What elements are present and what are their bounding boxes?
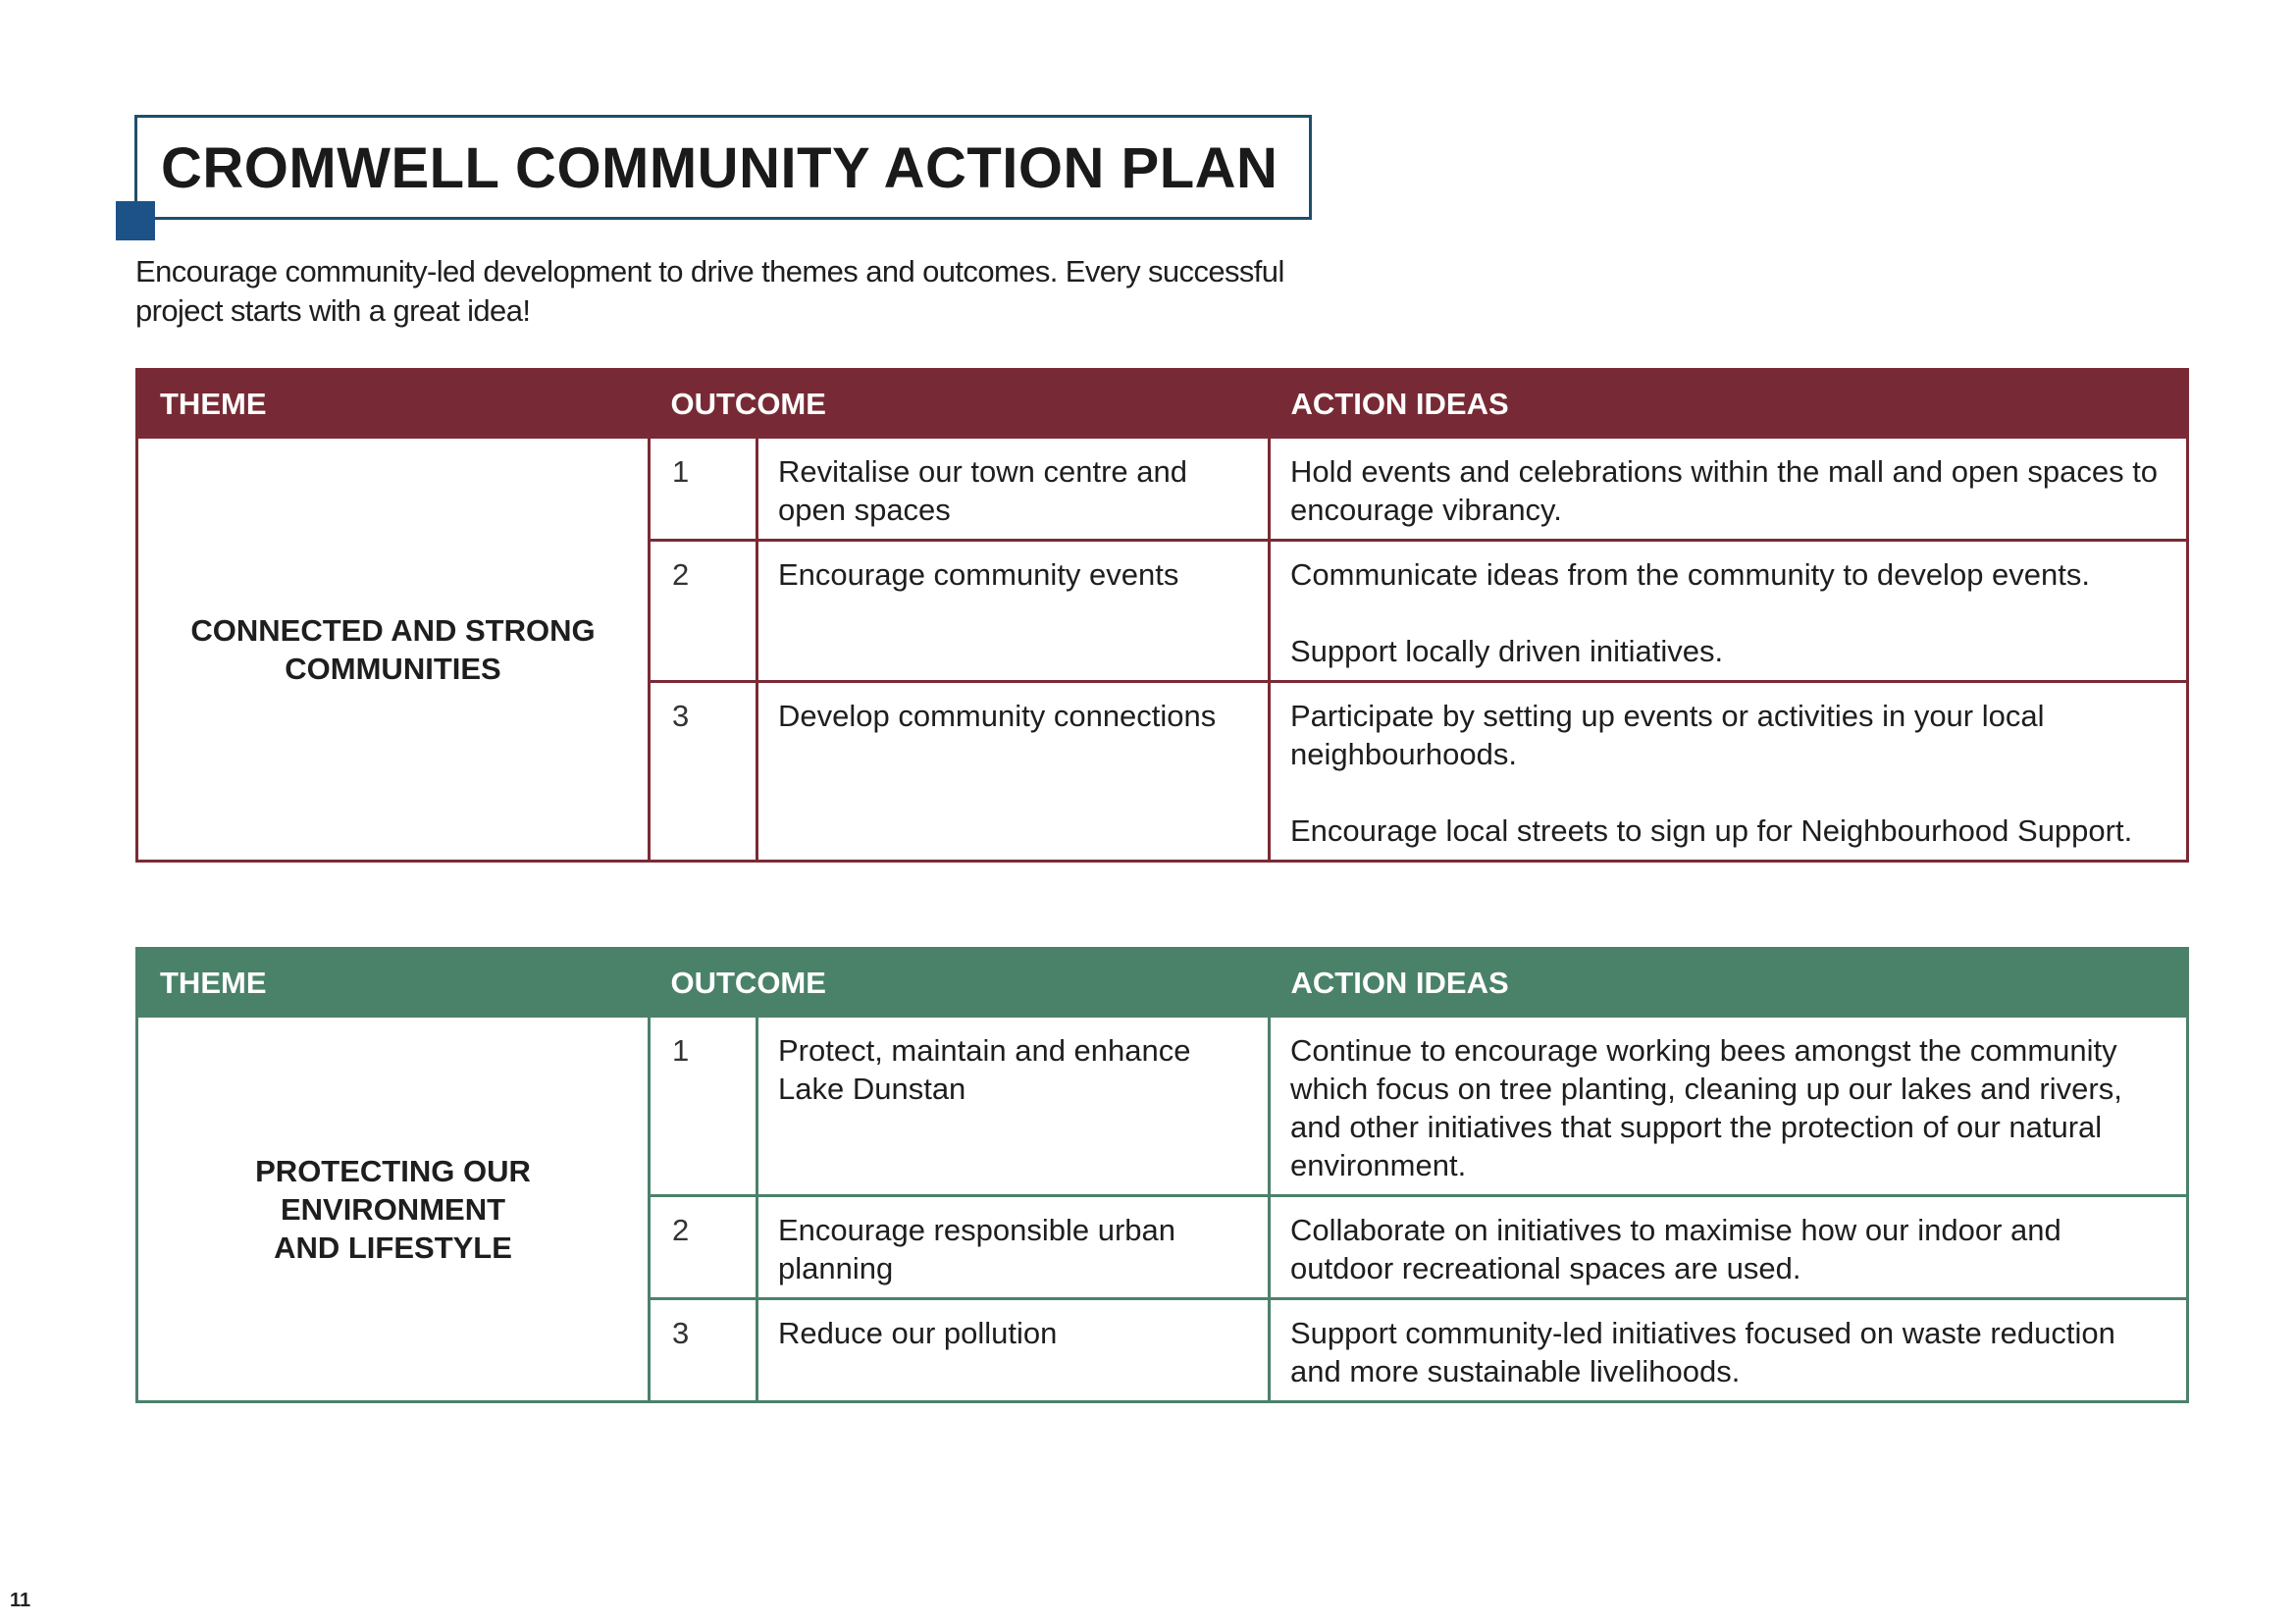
outcome-number: 3 xyxy=(650,1299,757,1402)
action-ideas-cell xyxy=(1270,541,2188,682)
theme-label-line2: AND LIFESTYLE xyxy=(274,1230,512,1265)
action-idea: Continue to encourage working bees amongst the community which focus on tree planting, cleaning up our lakes and rivers, and other initiatives that support the protection of our natural environment. xyxy=(1290,1033,2122,1182)
action-ideas-cell xyxy=(1270,1299,2188,1402)
action-ideas-cell xyxy=(1270,1196,2188,1299)
table-header-row xyxy=(137,949,2188,1017)
outcome-text: Protect, maintain and enhance Lake Dunstan xyxy=(757,1017,1270,1196)
header-action-ideas: ACTION IDEAS xyxy=(1270,370,2188,438)
page-number: 11 xyxy=(10,1590,31,1611)
header-theme: THEME xyxy=(137,949,650,1017)
action-ideas-cell xyxy=(1270,682,2188,862)
theme-cell xyxy=(137,1017,650,1402)
table-row xyxy=(137,1017,2188,1196)
header-outcome: OUTCOME xyxy=(650,949,1270,1017)
action-table-environment-lifestyle xyxy=(135,947,2189,1403)
action-idea: Participate by setting up events or activities in your local neighbourhoods. xyxy=(1290,699,2045,771)
page-title: CROMWELL COMMUNITY ACTION PLAN xyxy=(161,136,1278,200)
action-table-connected-communities xyxy=(135,368,2189,863)
outcome-number: 2 xyxy=(650,1196,757,1299)
outcome-text: Revitalise our town centre and open spaces xyxy=(757,438,1270,541)
action-idea: Encourage local streets to sign up for Neighbourhood Support. xyxy=(1290,813,2133,848)
theme-label-line1: CONNECTED AND STRONG xyxy=(190,612,596,648)
action-idea: Collaborate on initiatives to maximise how our indoor and outdoor recreational spaces are used. xyxy=(1290,1213,2061,1285)
theme-label-line1: PROTECTING OUR ENVIRONMENT xyxy=(255,1153,531,1227)
action-ideas-cell xyxy=(1270,1017,2188,1196)
header-action-ideas: ACTION IDEAS xyxy=(1270,949,2188,1017)
action-idea: Communicate ideas from the community to develop events. xyxy=(1290,557,2090,592)
action-idea: Support locally driven initiatives. xyxy=(1290,634,1724,668)
outcome-text: Reduce our pollution xyxy=(757,1299,1270,1402)
title-accent-square xyxy=(116,201,155,240)
action-idea: Hold events and celebrations within the mall and open spaces to encourage vibrancy. xyxy=(1290,454,2159,527)
outcome-number: 1 xyxy=(650,1017,757,1196)
table-row xyxy=(137,438,2188,541)
outcome-number: 1 xyxy=(650,438,757,541)
header-theme: THEME xyxy=(137,370,650,438)
theme-label-line2: COMMUNITIES xyxy=(285,651,501,686)
intro-text: Encourage community-led development to drive themes and outcomes. Every successful project starts with a great idea! xyxy=(135,254,1284,328)
header-outcome: OUTCOME xyxy=(650,370,1270,438)
action-idea: Support community-led initiatives focused on waste reduction and more sustainable livelihoods. xyxy=(1290,1316,2115,1388)
outcome-number: 3 xyxy=(650,682,757,862)
outcome-text: Encourage community events xyxy=(757,541,1270,682)
theme-cell xyxy=(137,438,650,862)
outcome-text: Encourage responsible urban planning xyxy=(757,1196,1270,1299)
table-header-row xyxy=(137,370,2188,438)
outcome-number: 2 xyxy=(650,541,757,682)
outcome-text: Develop community connections xyxy=(757,682,1270,862)
action-ideas-cell xyxy=(1270,438,2188,541)
